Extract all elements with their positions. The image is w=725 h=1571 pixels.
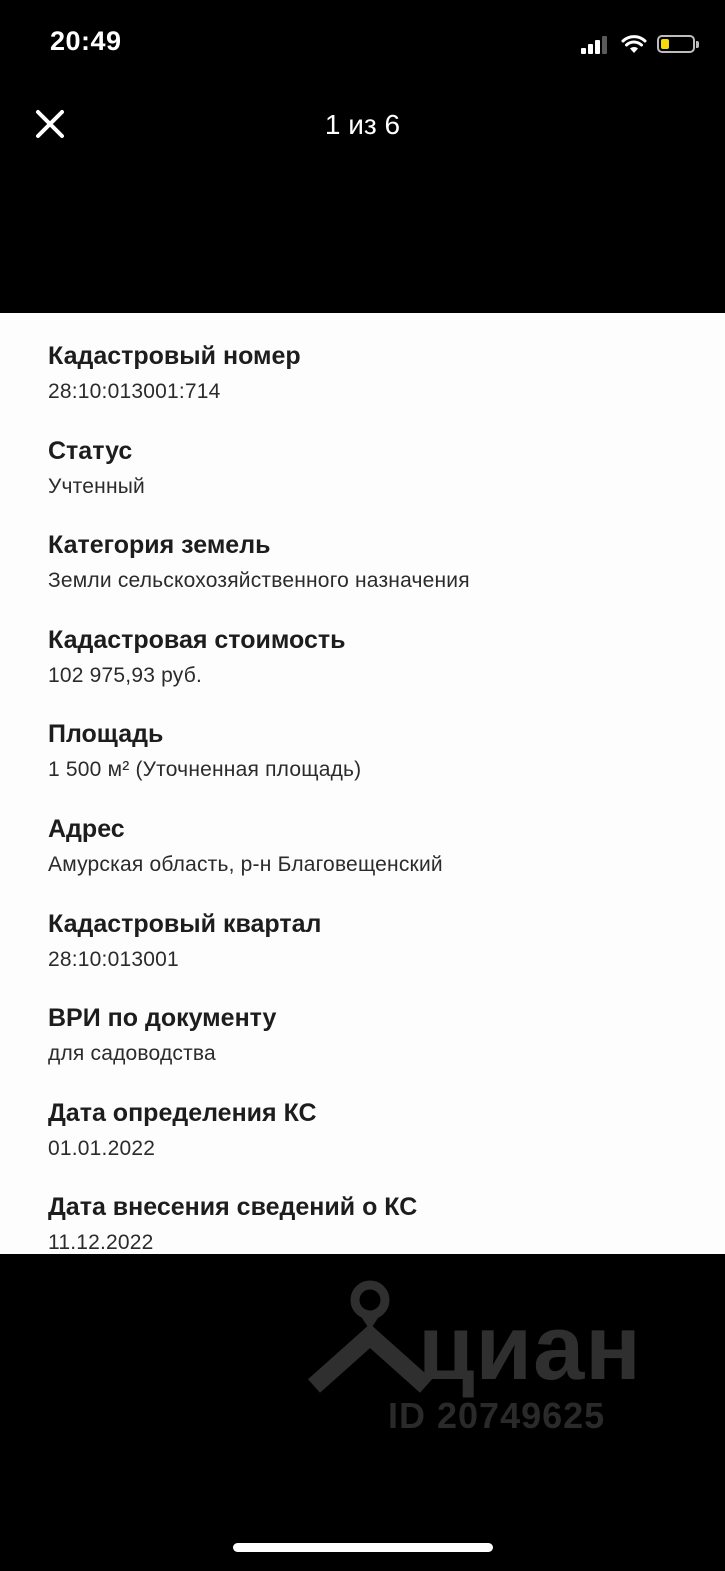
field-value: 01.01.2022 bbox=[48, 1136, 156, 1160]
field-label: Кадастровый номер bbox=[48, 342, 301, 370]
home-indicator bbox=[233, 1543, 493, 1552]
field-cadastral-number bbox=[48, 341, 708, 436]
field-label: Кадастровый квартал bbox=[48, 909, 322, 938]
field-entry-date bbox=[48, 1192, 708, 1254]
status-time: 20:49 bbox=[50, 26, 122, 56]
field-value: 102 975,93 руб. bbox=[48, 663, 202, 687]
field-label: Статус bbox=[48, 436, 133, 465]
field-status bbox=[48, 436, 708, 531]
cian-brand-text: циан bbox=[418, 1297, 642, 1399]
status-icons bbox=[581, 30, 695, 58]
field-cadastral-quarter bbox=[48, 909, 708, 1004]
field-area bbox=[48, 719, 708, 814]
field-valuation-date bbox=[48, 1098, 708, 1193]
field-value: Учтенный bbox=[48, 474, 145, 498]
status-bar bbox=[0, 0, 725, 90]
field-address bbox=[48, 814, 708, 909]
battery-fill bbox=[661, 39, 669, 49]
battery-icon bbox=[657, 35, 695, 53]
field-land-category bbox=[48, 530, 708, 625]
field-label: ВРИ по документу bbox=[48, 1004, 277, 1033]
field-label: Дата определения КС bbox=[48, 1098, 317, 1127]
field-value: Земли сельскохозяйственного назначения bbox=[48, 569, 470, 593]
field-label: Категория земель bbox=[48, 531, 271, 560]
field-value: 28:10:013001 bbox=[48, 947, 179, 971]
field-label: Дата внесения сведений о КС bbox=[48, 1193, 418, 1222]
cian-id-text: ID 20749625 bbox=[388, 1395, 606, 1436]
field-value: для садоводства bbox=[48, 1042, 216, 1066]
field-value: 1 500 м² (Уточненная площадь) bbox=[48, 758, 362, 782]
photo-counter: 1 из 6 bbox=[324, 109, 401, 140]
wifi-icon bbox=[621, 34, 647, 54]
listing-photo[interactable] bbox=[0, 313, 725, 1254]
signal-icon bbox=[581, 34, 609, 54]
field-label: Площадь bbox=[48, 720, 164, 749]
field-value: Амурская область, р-н Благовещенский bbox=[48, 852, 443, 876]
field-label: Кадастровая стоимость bbox=[48, 625, 346, 654]
field-value: 11.12.2022 bbox=[48, 1231, 154, 1254]
field-value: 28:10:013001:714 bbox=[48, 380, 221, 403]
cadastral-info bbox=[48, 341, 708, 1254]
field-permitted-use bbox=[48, 1003, 708, 1098]
field-cadastral-value bbox=[48, 625, 708, 720]
field-label: Адрес bbox=[48, 814, 125, 843]
